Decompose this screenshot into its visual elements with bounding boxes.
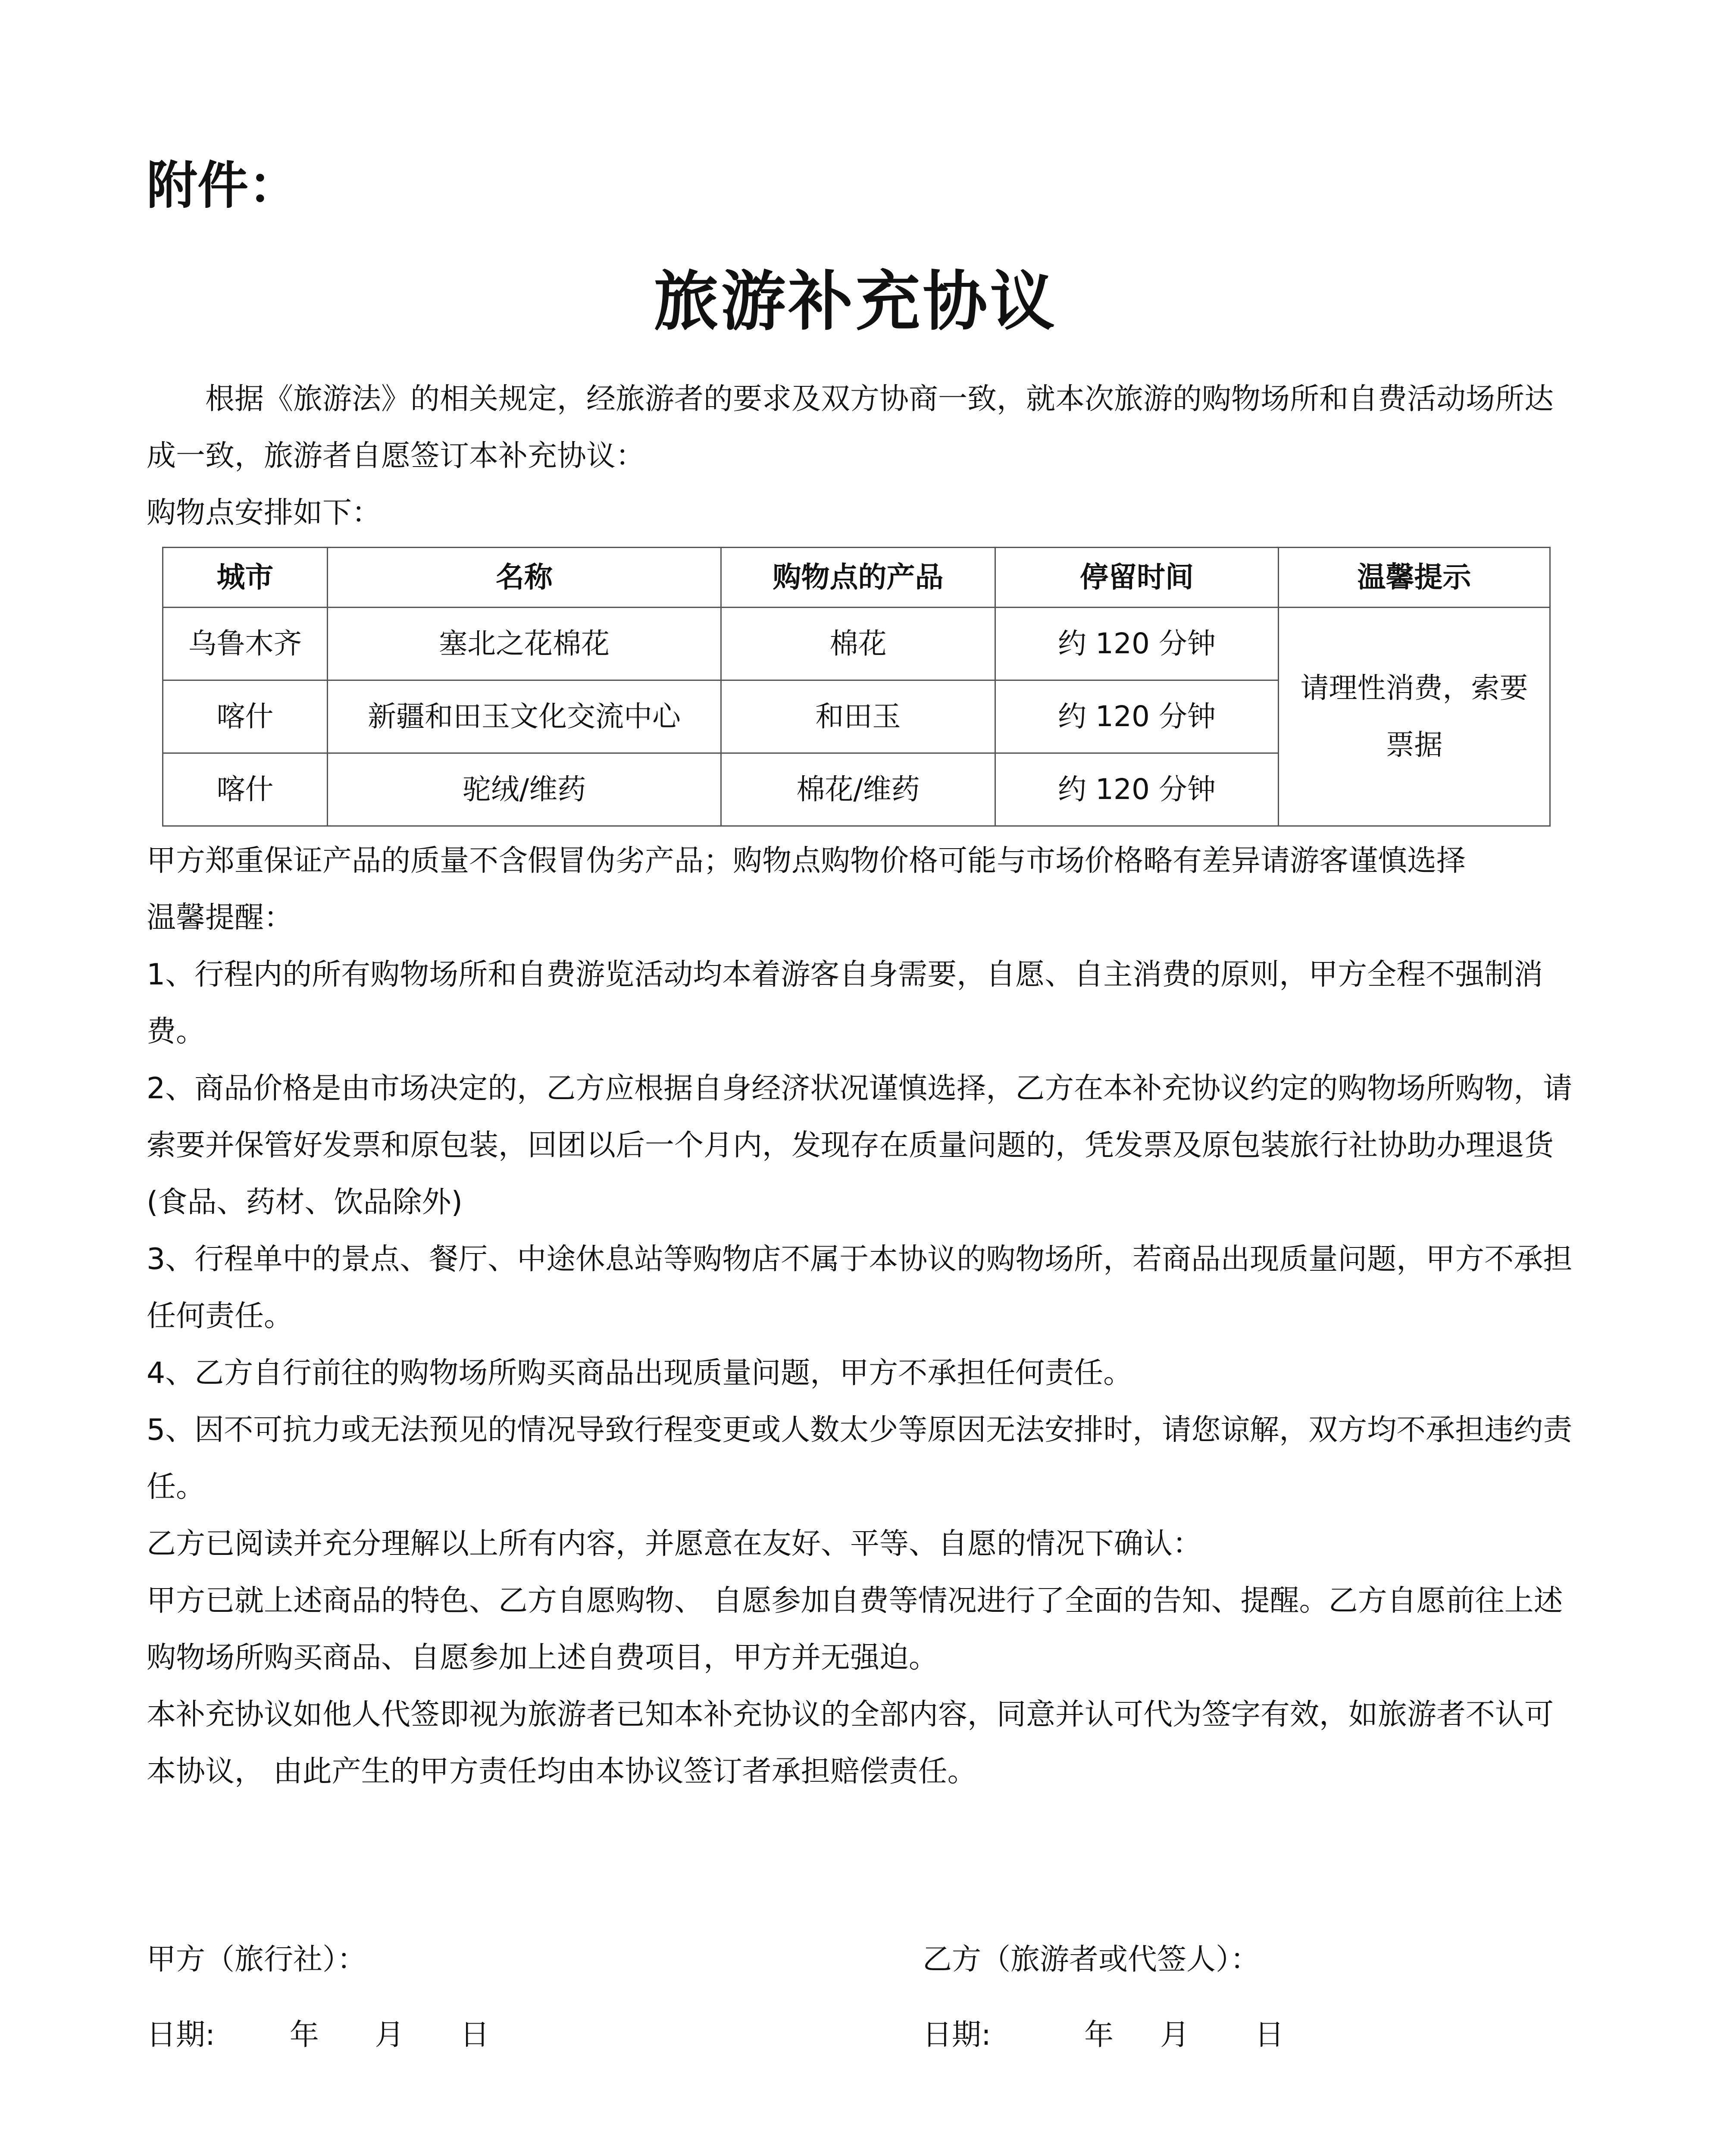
reminder-item-5: 5、因不可抗力或无法预见的情况导致行程变更或人数太少等原因无法安排时，请您谅解，双方均不承担违约责任。 [147, 1413, 1573, 1504]
party-a-label: 甲方（旅行社）： [147, 1943, 367, 1977]
cell-name: 塞北之花棉花 [328, 608, 721, 680]
reminder-item-4: 4、乙方自行前往的购物场所购买商品出现质量问题，甲方不承担任何责任。 [147, 1356, 1133, 1390]
page-title: 旅游补充协议 [654, 264, 1057, 339]
header-product: 购物点的产品 [721, 548, 995, 608]
cell-duration: 约 120 分钟 [995, 608, 1279, 680]
shopping-heading: 购物点安排如下： [147, 496, 382, 530]
party-b-label: 乙方（旅游者或代签人）： [923, 1943, 1260, 1977]
notice-paragraph: 甲方已就上述商品的特色、乙方自愿购物、 自愿参加自费等情况进行了全面的告知、提醒。乙方自愿前往上述购物场所购买商品、自愿参加上述自费项目，甲方并无强迫。 [147, 1584, 1563, 1675]
cell-name: 驼绒/维药 [328, 753, 721, 826]
cell-product: 棉花/维药 [721, 753, 995, 826]
attachment-label: 附件： [147, 156, 300, 215]
proxy-paragraph: 本补充协议如他人代签即视为旅游者已知本补充协议的全部内容，同意并认可代为签字有效，如旅游者不认可本协议， 由此产生的甲方责任均由本协议签订者承担赔偿责任。 [147, 1698, 1554, 1789]
table-row [163, 608, 1550, 680]
shopping-table [162, 547, 1551, 827]
cell-duration: 约 120 分钟 [995, 753, 1279, 826]
intro-paragraph: 根据《旅游法》的相关规定，经旅游者的要求及双方协商一致，就本次旅游的购物场所和自费活动场所达成一致，旅游者自愿签订本补充协议： [147, 382, 1554, 473]
cell-city: 喀什 [163, 680, 328, 753]
cell-tip: 请理性消费，索要票据 [1279, 608, 1550, 826]
reminder-item-2: 2、商品价格是由市场决定的，乙方应根据自身经济状况谨慎选择，乙方在本补充协议约定的购物场所购物，请索要并保管好发票和原包装，回团以后一个月内，发现存在质量问题的，凭发票及原包装旅行社协助办理退货(食品、药材、饮品除外) [147, 1072, 1573, 1219]
header-name: 名称 [328, 548, 721, 608]
header-city: 城市 [163, 548, 328, 608]
reminder-heading: 温馨提醒： [147, 901, 294, 935]
cell-city: 喀什 [163, 753, 328, 826]
header-duration: 停留时间 [995, 548, 1279, 608]
confirm-line: 乙方已阅读并充分理解以上所有内容，并愿意在友好、平等、自愿的情况下确认： [147, 1527, 1202, 1561]
cell-product: 棉花 [721, 608, 995, 680]
header-tip: 温馨提示 [1279, 548, 1550, 608]
cell-duration: 约 120 分钟 [995, 680, 1279, 753]
reminder-item-3: 3、行程单中的景点、餐厅、中途休息站等购物店不属于本协议的购物场所，若商品出现质量问题，甲方不承担任何责任。 [147, 1242, 1573, 1333]
cell-city: 乌鲁木齐 [163, 608, 328, 680]
party-b-date: 日期: 年 月 日 [923, 2018, 1284, 2052]
guarantee-paragraph: 甲方郑重保证产品的质量不含假冒伪劣产品；购物点购物价格可能与市场价格略有差异请游客谨慎选择 [147, 844, 1466, 878]
table-header-row [163, 548, 1550, 608]
party-a-date: 日期: 年 月 日 [147, 2018, 490, 2052]
cell-product: 和田玉 [721, 680, 995, 753]
cell-name: 新疆和田玉文化交流中心 [328, 680, 721, 753]
reminder-item-1: 1、行程内的所有购物场所和自费游览活动均本着游客自身需要，自愿、自主消费的原则，甲方全程不强制消费。 [147, 958, 1543, 1049]
agreement-body [147, 371, 1578, 1800]
